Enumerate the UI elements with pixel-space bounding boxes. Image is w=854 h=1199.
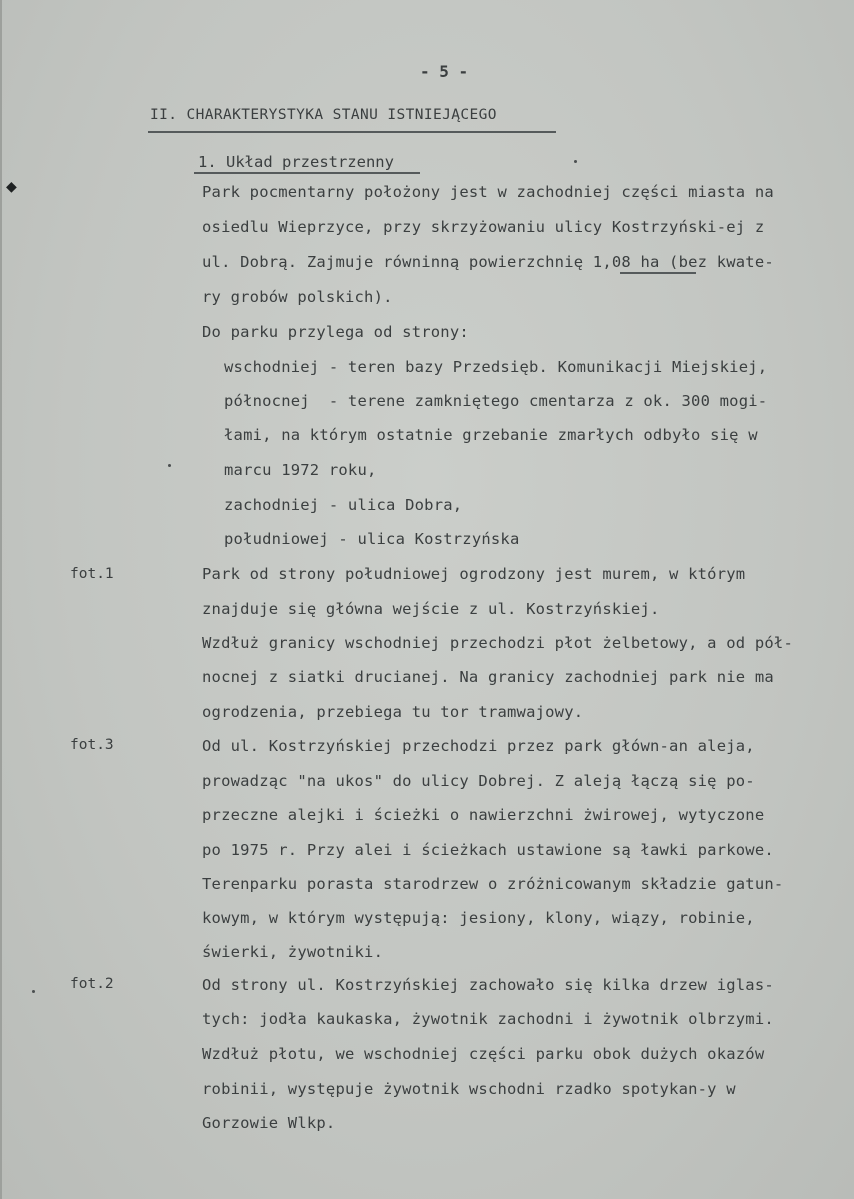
text-line: wschodniej - teren bazy Przedsięb. Komunikacji Miejskiej, [224, 358, 768, 376]
text-line: ry grobów polskich). [202, 288, 393, 306]
section-heading: II. CHARAKTERYSTYKA STANU ISTNIEJĄCEGO [150, 107, 497, 123]
text-line: południowej - ulica Kostrzyńska [224, 530, 520, 548]
text-line: świerki, żywotniki. [202, 943, 384, 961]
text-line: zachodniej - ulica Dobra, [224, 496, 463, 514]
text-line: robinii, występuje żywotnik wschodni rzadko spotykan-y w [202, 1080, 736, 1098]
text-line: północnej - terene zamkniętego cmentarza z ok. 300 mogi- [224, 392, 768, 410]
text-line: Wzdłuż płotu, we wschodniej części parku obok dużych okazów [202, 1045, 765, 1063]
ink-speck [32, 990, 35, 993]
text-line: kowym, w którym występują: jesiony, klony, wiązy, robinie, [202, 909, 755, 927]
area-underline [620, 272, 696, 274]
text-line: Do parku przylega od strony: [202, 323, 469, 341]
ink-speck [574, 160, 577, 163]
text-line: Park od strony południowej ogrodzony jest murem, w którym [202, 565, 746, 583]
text-line: znajduje się główna wejście z ul. Kostrzyńskiej. [202, 600, 660, 618]
text-line: Gorzowie Wlkp. [202, 1114, 336, 1132]
margin-photo-ref: fot.1 [70, 566, 114, 582]
ink-speck [168, 464, 171, 467]
text-line: Wzdłuż granicy wschodniej przechodzi płot żelbetowy, a od pół- [202, 634, 793, 652]
text-line: nocnej z siatki drucianej. Na granicy zachodniej park nie ma [202, 668, 774, 686]
page-number: - 5 - [420, 62, 469, 81]
text-line: Terenparku porasta starodrzew o zróżnicowanym składzie gatun- [202, 875, 784, 893]
text-line: po 1975 r. Przy alei i ścieżkach ustawione są ławki parkowe. [202, 841, 774, 859]
text-line: Park pocmentarny położony jest w zachodniej części miasta na [202, 183, 774, 201]
text-line: marcu 1972 roku, [224, 461, 377, 479]
subheading-underline [194, 172, 420, 174]
text-line: ogrodzenia, przebiega tu tor tramwajowy. [202, 703, 584, 721]
text-line: Od ul. Kostrzyńskiej przechodzi przez park główn-an aleja, [202, 737, 755, 755]
heading-underline [148, 131, 556, 133]
text-line: prowadząc "na ukos" do ulicy Dobrej. Z aleją łączą się po- [202, 772, 755, 790]
text-line: tych: jodła kaukaska, żywotnik zachodni i żywotnik olbrzymi. [202, 1010, 774, 1028]
text-line: przeczne alejki i ścieżki o nawierzchni żwirowej, wytyczone [202, 806, 765, 824]
text-line: osiedlu Wieprzyce, przy skrzyżowaniu ulicy Kostrzyński-ej z [202, 218, 765, 236]
subsection-heading: 1. Układ przestrzenny [198, 153, 394, 171]
margin-photo-ref: fot.2 [70, 976, 114, 992]
margin-photo-ref: fot.3 [70, 737, 114, 753]
text-line: łami, na którym ostatnie grzebanie zmarłych odbyło się w [224, 426, 758, 444]
binder-hole-mark: ◆ [6, 176, 17, 197]
text-line: ul. Dobrą. Zajmuje równinną powierzchnię 1,08 ha (bez kwate- [202, 253, 774, 271]
text-line: Od strony ul. Kostrzyńskiej zachowało się kilka drzew iglas- [202, 976, 774, 994]
